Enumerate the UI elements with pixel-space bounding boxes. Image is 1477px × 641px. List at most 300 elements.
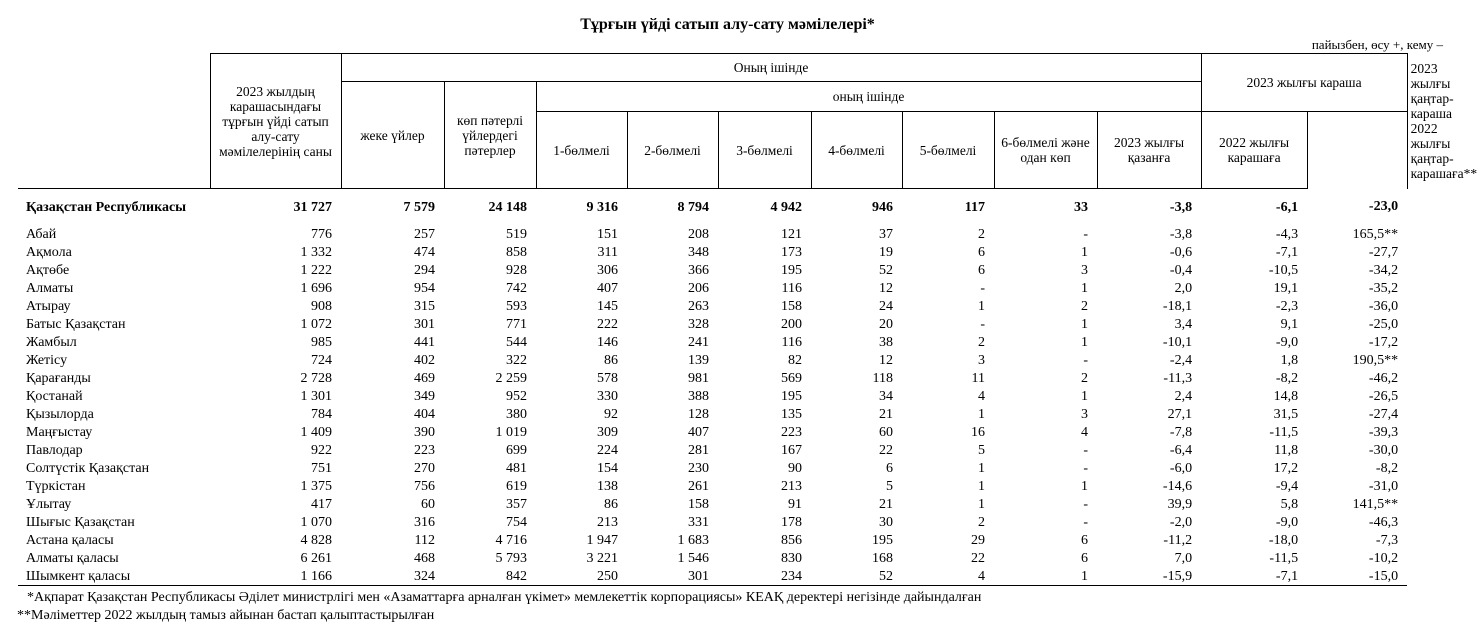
region-name-cell: Алматы қаласы: [26, 550, 119, 566]
value-cell-ytd: -27,4: [1368, 406, 1399, 422]
footnote-2: **Мәліметтер 2022 жылдың тамыз айынан бастап қалыптастырылған: [17, 608, 435, 623]
value-cell-ytd: -36,0: [1368, 298, 1399, 314]
value-cell-private: 223: [414, 442, 435, 458]
value-cell-r3: 213: [781, 478, 802, 494]
value-cell-r4: 37: [879, 226, 893, 242]
value-cell-r1: 222: [597, 316, 618, 332]
value-cell-r6: -: [1083, 226, 1088, 242]
value-cell-private: 402: [414, 352, 435, 368]
region-name-cell: Астана қаласы: [26, 532, 114, 548]
header-room2: 2-бөлмелі: [627, 112, 718, 189]
value-cell-r3: 195: [781, 262, 802, 278]
value-cell-r6: -: [1083, 514, 1088, 530]
value-cell-ytd: -26,5: [1368, 388, 1399, 404]
value-cell-r3: 82: [788, 352, 802, 368]
value-cell-apts: 742: [506, 280, 527, 296]
value-cell-private: 404: [414, 406, 435, 422]
header-room6: 6-бөлмелі және одан көп: [994, 112, 1097, 189]
table-row: [18, 333, 1407, 351]
value-cell-oct: 39,9: [1167, 496, 1193, 512]
value-cell-ytd: -23,0: [1368, 199, 1399, 215]
value-cell-nov22: 31,5: [1273, 406, 1299, 422]
value-cell-apts: 24 148: [488, 199, 527, 215]
region-name-cell: Қостанай: [26, 388, 83, 404]
value-cell-r5: 6: [978, 244, 985, 260]
value-cell-ytd: -30,0: [1368, 442, 1399, 458]
value-cell-r6: 1: [1081, 334, 1088, 350]
value-cell-r4: 12: [879, 352, 893, 368]
region-name-cell: Солтүстік Қазақстан: [26, 460, 150, 476]
value-cell-r4: 60: [879, 424, 893, 440]
value-cell-r1: 3 221: [586, 550, 618, 566]
value-cell-r4: 20: [879, 316, 893, 332]
value-cell-private: 112: [414, 532, 435, 548]
value-cell-r3: 856: [781, 532, 802, 548]
value-cell-oct: -11,3: [1163, 370, 1193, 386]
value-cell-private: 301: [414, 316, 435, 332]
value-cell-apts: 699: [506, 442, 527, 458]
value-cell-ytd: -8,2: [1375, 460, 1399, 476]
value-cell-total: 985: [311, 334, 332, 350]
value-cell-r1: 1 947: [586, 532, 618, 548]
header-nov2023: 2023 жылғы караша: [1201, 54, 1407, 112]
value-cell-r2: 328: [688, 316, 709, 332]
value-cell-r6: 3: [1081, 406, 1088, 422]
value-cell-r1: 213: [597, 514, 618, 530]
value-cell-private: 441: [414, 334, 435, 350]
value-cell-apts: 842: [444, 567, 536, 586]
value-cell-r1: 154: [597, 460, 618, 476]
header-apartments: көп пәтерлі үйлердегі пәтерлер: [444, 82, 536, 189]
value-cell-total: 776: [311, 226, 332, 242]
value-cell-ytd: -25,0: [1368, 316, 1399, 332]
value-cell-r3: 178: [781, 514, 802, 530]
region-name-cell: Алматы: [26, 280, 74, 296]
table-body: [18, 189, 1407, 586]
value-cell-r5: 2: [978, 226, 985, 242]
value-cell-private: 349: [414, 388, 435, 404]
value-cell-r3: 135: [781, 406, 802, 422]
region-name-cell: Қызылорда: [26, 406, 94, 422]
value-cell-r2: 301: [627, 567, 718, 586]
header-room3: 3-бөлмелі: [718, 112, 811, 189]
table-row: [18, 495, 1407, 513]
value-cell-r1: 86: [604, 496, 618, 512]
value-cell-r6: 33: [1074, 199, 1088, 215]
value-cell-r4: 21: [879, 406, 893, 422]
value-cell-total: 922: [311, 442, 332, 458]
header-of-which: Оның ішінде: [341, 54, 1201, 82]
value-cell-oct: -6,0: [1169, 460, 1193, 476]
value-cell-r6: 2: [1081, 298, 1088, 314]
value-cell-total: 31 727: [293, 199, 332, 215]
value-cell-r2: 348: [688, 244, 709, 260]
value-cell-r4: 30: [879, 514, 893, 530]
value-cell-r6: 1: [1081, 478, 1088, 494]
value-cell-r5: 1: [978, 496, 985, 512]
value-cell-r1: 330: [597, 388, 618, 404]
value-cell-r4: 52: [879, 262, 893, 278]
value-cell-r6: 6: [1081, 550, 1088, 566]
value-cell-nov22: 19,1: [1273, 280, 1299, 296]
value-cell-r1: 407: [597, 280, 618, 296]
value-cell-r6: 6: [1081, 532, 1088, 548]
value-cell-r6: -: [1083, 496, 1088, 512]
value-cell-total: 1 166: [210, 567, 341, 586]
value-cell-r2: 241: [688, 334, 709, 350]
table-row: [18, 369, 1407, 387]
value-cell-apts: 2 259: [495, 370, 527, 386]
value-cell-private: 954: [414, 280, 435, 296]
value-cell-r2: 981: [688, 370, 709, 386]
value-cell-oct: -2,0: [1169, 514, 1193, 530]
value-cell-ytd: -46,2: [1368, 370, 1399, 386]
value-cell-r3: 91: [788, 496, 802, 512]
value-cell-private: 294: [414, 262, 435, 278]
region-name-cell: Абай: [26, 226, 57, 242]
footnotes: [17, 589, 981, 625]
value-cell-nov22: 14,8: [1273, 388, 1299, 404]
value-cell-ytd: -10,2: [1368, 550, 1399, 566]
value-cell-nov22: -9,4: [1275, 478, 1299, 494]
region-name-cell: Жетісу: [26, 352, 68, 368]
value-cell-r2: 139: [688, 352, 709, 368]
value-cell-r5: 1: [978, 298, 985, 314]
value-cell-r2: 1 546: [677, 550, 709, 566]
value-cell-r5: 1: [978, 478, 985, 494]
value-cell-nov22: 5,8: [1280, 496, 1299, 512]
value-cell-total: 1 070: [300, 514, 332, 530]
region-name-cell: Ұлытау: [26, 496, 72, 512]
value-cell-r2: 407: [688, 424, 709, 440]
value-cell-apts: 519: [506, 226, 527, 242]
value-cell-r6: 1: [1081, 388, 1088, 404]
value-cell-total: 908: [311, 298, 332, 314]
value-cell-r3: 167: [781, 442, 802, 458]
value-cell-ytd: 165,5**: [1352, 226, 1399, 242]
value-cell-r3: 116: [781, 280, 802, 296]
value-cell-ytd: -34,2: [1368, 262, 1399, 278]
value-cell-private: 756: [414, 478, 435, 494]
value-cell-r4: 34: [879, 388, 893, 404]
value-cell-r4: 24: [879, 298, 893, 314]
region-name-cell: Шымкент қаласы: [18, 567, 210, 586]
value-cell-r3: 173: [781, 244, 802, 260]
value-cell-ytd: -15,0: [1307, 567, 1407, 586]
header-room1: 1-бөлмелі: [536, 112, 627, 189]
value-cell-private: 390: [414, 424, 435, 440]
value-cell-r5: 4: [978, 388, 985, 404]
value-cell-r6: 4: [1081, 424, 1088, 440]
value-cell-ytd: -7,3: [1375, 532, 1399, 548]
value-cell-oct: 2,0: [1174, 280, 1193, 296]
value-cell-r3: 4 942: [770, 199, 802, 215]
value-cell-apts: 5 793: [495, 550, 527, 566]
table-row: [18, 441, 1407, 459]
region-name-cell: Павлодар: [26, 442, 83, 458]
value-cell-apts: 481: [506, 460, 527, 476]
value-cell-r5: 5: [978, 442, 985, 458]
value-cell-r6: 1: [1081, 280, 1088, 296]
table-row: [18, 297, 1407, 315]
value-cell-r3: 158: [781, 298, 802, 314]
value-cell-r4: 22: [879, 442, 893, 458]
table-row: [18, 567, 1407, 586]
value-cell-oct: -14,6: [1162, 478, 1193, 494]
value-cell-r1: 151: [597, 226, 618, 242]
value-cell-r1: 145: [597, 298, 618, 314]
header-room5: 5-бөлмелі: [902, 112, 994, 189]
table-row-total: [18, 189, 1407, 226]
value-cell-r3: 200: [781, 316, 802, 332]
value-cell-r2: 158: [688, 496, 709, 512]
value-cell-r4: 5: [886, 478, 893, 494]
value-cell-oct: 3,4: [1174, 316, 1193, 332]
value-cell-nov22: -4,3: [1275, 226, 1299, 242]
header-vs-nov2022: 2022 жылғы карашаға: [1201, 112, 1307, 189]
value-cell-r6: 1: [994, 567, 1097, 586]
table-row: [18, 459, 1407, 477]
value-cell-r5: 117: [964, 199, 985, 215]
value-cell-ytd: -27,7: [1368, 244, 1399, 260]
value-cell-r6: 1: [1081, 244, 1088, 260]
value-cell-private: 468: [414, 550, 435, 566]
value-cell-nov22: -7,1: [1201, 567, 1307, 586]
value-cell-r2: 128: [688, 406, 709, 422]
header-private-houses: жеке үйлер: [341, 82, 444, 189]
value-cell-r6: 3: [1081, 262, 1088, 278]
value-cell-apts: 928: [506, 262, 527, 278]
value-cell-apts: 380: [506, 406, 527, 422]
value-cell-apts: 357: [506, 496, 527, 512]
value-cell-r1: 311: [597, 244, 618, 260]
value-cell-total: 2 728: [300, 370, 332, 386]
value-cell-total: 1 375: [300, 478, 332, 494]
value-cell-r4: 52: [811, 567, 902, 586]
value-cell-r1: 9 316: [586, 199, 618, 215]
value-cell-r5: 1: [978, 460, 985, 476]
value-cell-r5: 16: [971, 424, 985, 440]
value-cell-private: 474: [414, 244, 435, 260]
value-cell-r5: 11: [971, 370, 985, 386]
header-room4: 4-бөлмелі: [811, 112, 902, 189]
value-cell-private: 270: [414, 460, 435, 476]
value-cell-r3: 121: [781, 226, 802, 242]
table-row: [18, 225, 1407, 243]
value-cell-oct: -6,4: [1169, 442, 1193, 458]
value-cell-ytd: -17,2: [1368, 334, 1399, 350]
value-cell-oct: -3,8: [1169, 226, 1193, 242]
region-name-cell: Жамбыл: [26, 334, 77, 350]
value-cell-r2: 206: [688, 280, 709, 296]
value-cell-oct: -3,8: [1169, 199, 1193, 215]
value-cell-r5: 3: [978, 352, 985, 368]
table-row: [18, 423, 1407, 441]
region-name-cell: Маңғыстау: [26, 424, 93, 440]
value-cell-nov22: 9,1: [1280, 316, 1299, 332]
region-name-cell: Ақтөбе: [26, 262, 70, 278]
value-cell-total: 1 409: [300, 424, 332, 440]
value-cell-r6: 1: [1081, 316, 1088, 332]
value-cell-private: 324: [341, 567, 444, 586]
value-cell-r4: 19: [879, 244, 893, 260]
value-cell-oct: 2,4: [1174, 388, 1193, 404]
value-cell-total: 724: [311, 352, 332, 368]
value-cell-apts: 858: [506, 244, 527, 260]
value-cell-r1: 250: [536, 567, 627, 586]
table-row: [18, 279, 1407, 297]
value-cell-apts: 1 019: [495, 424, 527, 440]
value-cell-nov22: -11,5: [1269, 550, 1299, 566]
header-of-which-sub: оның ішінде: [536, 82, 1201, 112]
value-cell-private: 315: [414, 298, 435, 314]
value-cell-r4: 12: [879, 280, 893, 296]
region-name-cell: Шығыс Қазақстан: [26, 514, 135, 530]
value-cell-nov22: 11,8: [1274, 442, 1299, 458]
value-cell-ytd: 141,5**: [1352, 496, 1399, 512]
value-cell-oct: -18,1: [1162, 298, 1193, 314]
value-cell-r6: -: [1083, 460, 1088, 476]
table-row: [18, 531, 1407, 549]
value-cell-total: 1 072: [300, 316, 332, 332]
value-cell-apts: 952: [506, 388, 527, 404]
value-cell-private: 469: [414, 370, 435, 386]
value-cell-r5: 2: [978, 514, 985, 530]
value-cell-nov22: -8,2: [1275, 370, 1299, 386]
region-name-cell: Түркістан: [26, 478, 86, 494]
value-cell-r2: 263: [688, 298, 709, 314]
value-cell-r2: 366: [688, 262, 709, 278]
value-cell-r4: 195: [872, 532, 893, 548]
value-cell-total: 1 301: [300, 388, 332, 404]
table-row: [18, 477, 1407, 495]
value-cell-r1: 306: [597, 262, 618, 278]
value-cell-r1: 92: [604, 406, 618, 422]
value-cell-r1: 146: [597, 334, 618, 350]
value-cell-r3: 234: [718, 567, 811, 586]
value-cell-ytd: -31,0: [1368, 478, 1399, 494]
value-cell-r2: 8 794: [677, 199, 709, 215]
value-cell-total: 784: [311, 406, 332, 422]
value-cell-apts: 771: [506, 316, 527, 332]
table-row: [18, 315, 1407, 333]
value-cell-total: 4 828: [300, 532, 332, 548]
region-name-cell: Батыс Қазақстан: [26, 316, 126, 332]
value-cell-private: 7 579: [403, 199, 435, 215]
value-cell-total: 6 261: [300, 550, 332, 566]
value-cell-private: 316: [414, 514, 435, 530]
footnote-1: *Ақпарат Қазақстан Республикасы Әділет министрлігі мен «Азаматтарға арналған үкімет» мемлекеттік корпорациясы» КЕАҚ деректері негізінде дайындалған: [27, 590, 982, 605]
value-cell-apts: 4 716: [495, 532, 527, 548]
region-name-cell: Қарағанды: [26, 370, 91, 386]
value-cell-oct: -7,8: [1169, 424, 1193, 440]
value-cell-oct: -0,4: [1169, 262, 1193, 278]
value-cell-r3: 90: [788, 460, 802, 476]
value-cell-apts: 322: [506, 352, 527, 368]
table-row: [18, 351, 1407, 369]
table-row: [18, 387, 1407, 405]
value-cell-r4: 6: [886, 460, 893, 476]
value-cell-private: 60: [421, 496, 435, 512]
value-cell-nov22: -9,0: [1275, 334, 1299, 350]
value-cell-r3: 223: [781, 424, 802, 440]
value-cell-r2: 281: [688, 442, 709, 458]
value-cell-r2: 1 683: [677, 532, 709, 548]
header-vs-oct2023: 2023 жылғы қазанға: [1097, 112, 1201, 189]
value-cell-nov22: -18,0: [1268, 532, 1299, 548]
value-cell-total: 1 332: [300, 244, 332, 260]
value-cell-r2: 388: [688, 388, 709, 404]
value-cell-r3: 116: [781, 334, 802, 350]
value-cell-r5: 4: [902, 567, 994, 586]
value-cell-nov22: 1,8: [1280, 352, 1299, 368]
value-cell-ytd: -35,2: [1368, 280, 1399, 296]
value-cell-total: 1 696: [300, 280, 332, 296]
value-cell-r3: 830: [781, 550, 802, 566]
value-cell-r1: 86: [604, 352, 618, 368]
value-cell-oct: -10,1: [1162, 334, 1193, 350]
value-cell-r4: 38: [879, 334, 893, 350]
header-total: 2023 жылдың карашасындағы тұрғын үйді сатып алу-сату мәмілелерінің саны: [210, 54, 341, 189]
value-cell-r5: 6: [978, 262, 985, 278]
region-name-cell: Ақмола: [26, 244, 72, 260]
value-cell-nov22: -7,1: [1275, 244, 1299, 260]
value-cell-total: 1 222: [300, 262, 332, 278]
value-cell-apts: 544: [506, 334, 527, 350]
value-cell-r3: 569: [781, 370, 802, 386]
value-cell-r1: 578: [597, 370, 618, 386]
value-cell-nov22: -9,0: [1275, 514, 1299, 530]
value-cell-r2: 208: [688, 226, 709, 242]
value-cell-r5: 1: [978, 406, 985, 422]
value-cell-r5: 22: [971, 550, 985, 566]
value-cell-r1: 309: [597, 424, 618, 440]
value-cell-r2: 261: [688, 478, 709, 494]
table-row: [18, 549, 1407, 567]
value-cell-oct: -2,4: [1169, 352, 1193, 368]
value-cell-r5: 29: [971, 532, 985, 548]
value-cell-nov22: -10,5: [1268, 262, 1299, 278]
value-cell-ytd: -46,3: [1368, 514, 1399, 530]
value-cell-total: 751: [311, 460, 332, 476]
value-cell-oct: -11,2: [1163, 532, 1193, 548]
value-cell-r1: 224: [597, 442, 618, 458]
region-name-cell: Қазақстан Республикасы: [26, 199, 187, 215]
value-cell-nov22: -11,5: [1269, 424, 1299, 440]
value-cell-nov22: -2,3: [1275, 298, 1299, 314]
value-cell-apts: 593: [506, 298, 527, 314]
value-cell-r6: -: [1083, 442, 1088, 458]
page-title: Тұрғын үйді сатып алу-сату мәмілелері*: [580, 16, 875, 33]
value-cell-ytd: 190,5**: [1352, 352, 1399, 368]
value-cell-r4: 946: [872, 199, 893, 215]
value-cell-ytd: -39,3: [1368, 424, 1399, 440]
transactions-table: 2023 жылдың карашасындағы тұрғын үйді сатып алу-сату мәмілелерінің саны Оның ішінде 2023 жылғы караша 2023 жылғы қаңтар-караша 2022 жылғы қаңтар-карашаға** жеке үйлер көп пәтерлі үйлердегі пәтерлер оның ішінде 1-бөлмелі 2-бөлмелі 3-бөлмелі 4-бөлмелі 5-бөлмелі 6-бөлмелі және одан көп 2023 жылғы қазанға 2022 жылғы карашаға Қазақстан Республикасы 31 727 7 579 24 148 9 316 8 794 4 942 946 117 33 -3,8 -6,1 -23,0 Абай 776 257 519 151 208 121 37 2 - -3,8 -4,3 165,5** Ақмола 1 332 474 858 311 348 173 19 6 1 -0,6 -7,1 -27,7 Ақтөбе 1 222 294 928 306 366 195 52 6 3 -0,4 -10,5 -34,2 Алматы 1 696 954 742 407 206 116 12 - 1 2,0 19,1 -35,2 Атырау 908 315 593 145 263 158 24 1 2 -18,1 -2,3 -36,0 Батыс Қазақстан 1 072 301 771 222 328 200 20 - 1 3,4 9,1 -25,0 Жамбыл 985 441 544 146 241 116 38 2 1 -10,1 -9,0 -17,2 Жетісу 724 402 322 86 139 82 12 3 - -2,4 1,8 190,5** Қарағанды 2 728 469 2 259 578 981 569 118 11 2 -11,3 -8,2 -46,2 Қостанай 1 301 349 952 330 388 195 34 4 1 2,4 14,8 -26,5 Қызылорда 784 404 380 92 128 135 21 1 3 27,1 31,5 -27,4 Маңғыстау 1 409 390 1 019 309 407 223 60 16 4 -7,8 -11,5 -39,3 Павлодар 922 223 699 224 281 167 22 5 - -6,4 11,8 -30,0 Солтүстік Қазақстан 751 270 481 154 230 90 6 1 - -6,0 17,2 -8,2 Түркістан 1 375 756 619 138 261 213 5 1 1 -14,6 -9,4 -31,0 Ұлытау 417 60 357 86 158 91 21 1 - 39,9 5,8 141,5** Шығыс Қазақстан 1 070 316 754 213 331 178 30 2 - -2,0 -9,0 -46,3 Астана қаласы 4 828 112 4 716 1 947 1 683 856 195 29 6 -11,2 -18,0 -7,3 Алматы қаласы 6 261 468 5 793 3 221 1 546 830 168 22 6 7,0 -11,5 -10,2 Шымкент қаласы 1 166 324 842 250 301 234 52 4 1 -15,9 -7,1 -15,0: [18, 53, 1408, 586]
value-cell-r4: 21: [879, 496, 893, 512]
value-cell-nov22: 17,2: [1273, 460, 1299, 476]
table-row: [18, 261, 1407, 279]
value-cell-r2: 230: [688, 460, 709, 476]
value-cell-total: 417: [311, 496, 332, 512]
value-cell-apts: 619: [506, 478, 527, 494]
value-cell-r6: -: [1083, 352, 1088, 368]
value-cell-oct: 27,1: [1167, 406, 1193, 422]
value-cell-r5: -: [980, 280, 985, 296]
value-cell-r2: 331: [688, 514, 709, 530]
table-row: [18, 513, 1407, 531]
value-cell-oct: -0,6: [1169, 244, 1193, 260]
value-cell-r3: 195: [781, 388, 802, 404]
